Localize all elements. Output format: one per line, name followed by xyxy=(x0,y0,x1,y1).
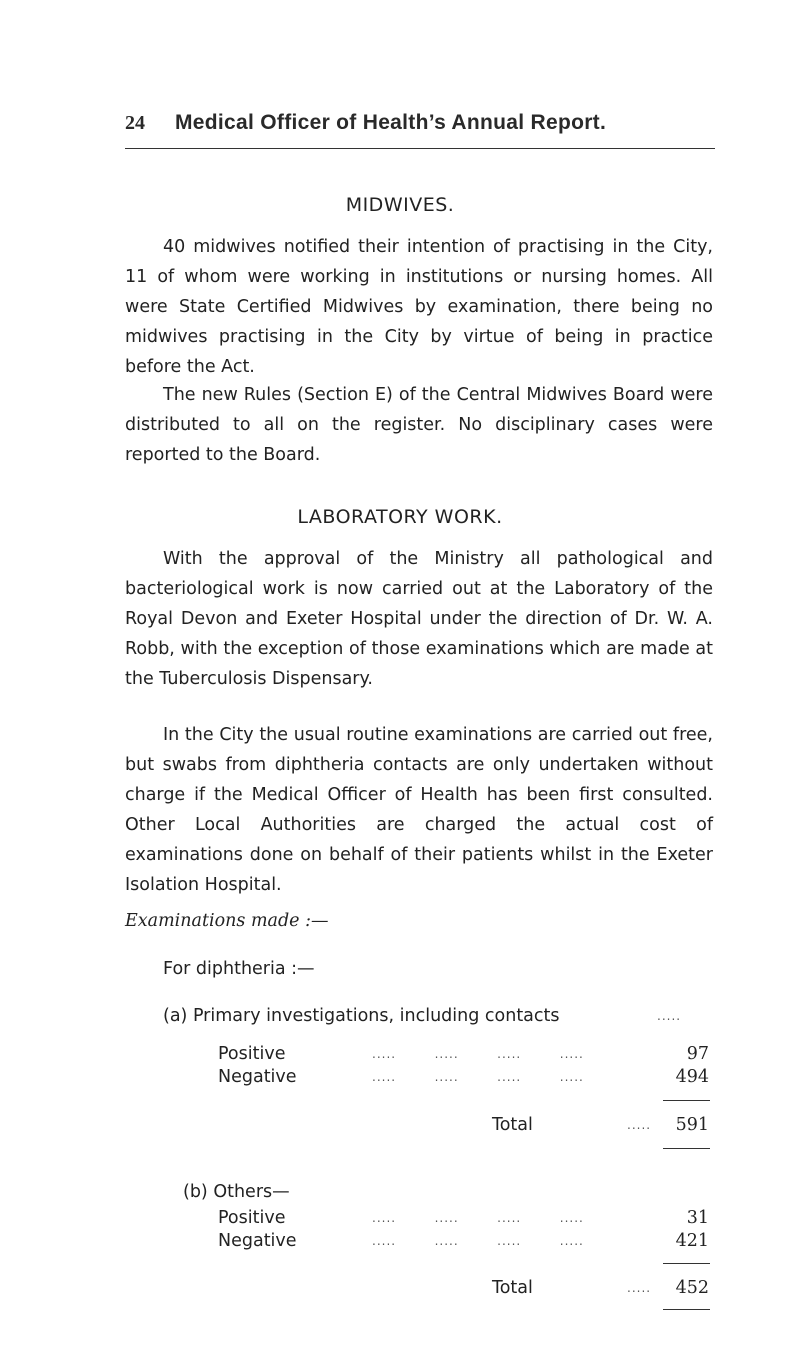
laboratory-heading: LABORATORY WORK. xyxy=(297,506,503,528)
leader-dots: ..... xyxy=(657,1009,682,1023)
midwives-paragraph-1: 40 midwives notified their intention of practising in the City, 11 of whom were working in institutions or nursing homes. All were State Certified Midwives by examination, there being no midwives practising in the City by virtue of being in practice before the Act. xyxy=(125,237,713,377)
page-header xyxy=(125,108,715,149)
diphtheria-subheading: For diphtheria :— xyxy=(163,959,315,979)
others-positive-value: 31 xyxy=(686,1208,709,1228)
others-total-label: Total xyxy=(492,1278,533,1298)
running-title: Medical Officer of Health’s Annual Report. xyxy=(175,111,607,134)
total-rule xyxy=(663,1148,710,1149)
examinations-intro: Examinations made :— xyxy=(125,911,329,931)
primary-negative-label: Negative xyxy=(218,1067,297,1087)
laboratory-paragraph-1: With the approval of the Ministry all pathological and bacteriological work is now carried out at the Laboratory of the Royal Devon and Exeter Hospital under the direction of Dr. W. A. Robb, with the exception of those examinations which are made at the Tuberculosis Dispensary. xyxy=(125,549,713,689)
primary-total-value: 591 xyxy=(675,1115,709,1135)
leader-dots: ..... xyxy=(627,1118,652,1132)
leader-dots: ..... ..... ..... ..... xyxy=(372,1047,584,1061)
midwives-paragraph-2: The new Rules (Section E) of the Central Midwives Board were distributed to all on the register. No disciplinary cases were reported to the Board. xyxy=(125,385,713,465)
page-number: 24 xyxy=(125,112,145,134)
total-rule xyxy=(663,1309,710,1310)
primary-total-label: Total xyxy=(492,1115,533,1135)
leader-dots: ..... ..... ..... ..... xyxy=(372,1211,584,1225)
leader-dots: ..... ..... ..... ..... xyxy=(372,1070,584,1084)
midwives-heading: MIDWIVES. xyxy=(345,194,455,216)
primary-negative-value: 494 xyxy=(675,1067,709,1087)
others-title: (b) Others— xyxy=(183,1182,290,1202)
leader-dots: ..... ..... ..... ..... xyxy=(372,1234,584,1248)
laboratory-paragraph-2: In the City the usual routine examinations are carried out free, but swabs from diphtheria contacts are only undertaken without charge if the Medical Officer of Health has been first consulted. Other Local Authorities are charged the actual cost of examinations done on behalf of their patients whilst in the Exeter Isolation Hospital. xyxy=(125,725,713,895)
primary-positive-value: 97 xyxy=(686,1044,709,1064)
others-negative-label: Negative xyxy=(218,1231,297,1251)
others-negative-value: 421 xyxy=(675,1231,709,1251)
primary-title: (a) Primary investigations, including contacts xyxy=(163,1006,560,1026)
sum-rule xyxy=(663,1100,710,1101)
sum-rule xyxy=(663,1263,710,1264)
others-total-value: 452 xyxy=(675,1278,709,1298)
primary-positive-label: Positive xyxy=(218,1044,286,1064)
leader-dots: ..... xyxy=(627,1281,652,1295)
others-positive-label: Positive xyxy=(218,1208,286,1228)
